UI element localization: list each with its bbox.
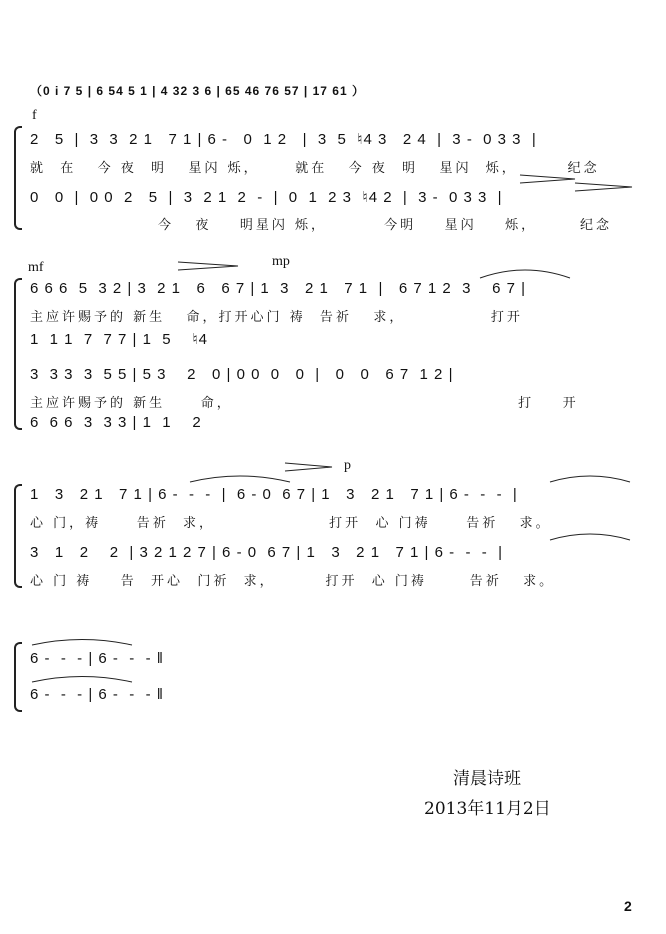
system-2-tenor-lyric: 主应许赐予的 新生 命， 打 开 [30, 396, 579, 411]
choir-name: 清晨诗班 [453, 769, 521, 789]
dynamic-f: f [32, 108, 37, 123]
intro-notation: （0 i 7 5 | 6 54 5 1 | 4 32 3 6 | 65 46 76 57 | 17 61 ） [30, 84, 365, 98]
system-3-lower-lyric: 心 门 祷 告 开心 门祈 求， 打开 心 门祷 告祈 求。 [30, 574, 556, 589]
system-3-upper-notes: 1 3 2 1 7 1 | 6 - - - | 6 - 0 6 7 | 1 3 2 1 7 1 | 6 - - - | [30, 486, 518, 503]
system-3-upper-lyric: 心 门，祷 告祈 求， 打开 心 门祷 告祈 求。 [30, 516, 552, 531]
page-number: 2 [624, 898, 632, 914]
system-3-lower-notes: 3 1 2 2 | 3 2 1 2 7 | 6 - 0 6 7 | 1 3 2 1 7 1 | 6 - - - | [30, 544, 504, 561]
system-1-upper-lyric: 就 在 今 夜 明 星闪 烁， 就在 今 夜 明 星闪 烁， 纪念 [30, 161, 600, 176]
system-4-upper-notes: 6 - - - | 6 - - - ‖ [30, 650, 164, 667]
dynamic-p: p [344, 458, 351, 473]
system-1-upper-notes: 2 5 | 3 3 2 1 7 1 | 6 - 0 1 2 | 3 5 ♮4 3 2 4 | 3 - 0 3 3 | [30, 131, 537, 148]
system-1-lower-lyric: 今 夜 明星闪 烁， 今明 星闪 烁， 纪念 [158, 218, 612, 233]
system-1-lower-notes: 0 0 | 0 0 2 5 | 3 2 1 2 - | 0 1 2 3 ♮4 2 | 3 - 0 3 3 | [30, 189, 503, 206]
system-2-tenor-notes: 3 3 3 3 5 5 | 5 3 2 0 | 0 0 0 0 | 0 0 6 7 1 2 | [30, 366, 454, 383]
dynamic-mp: mp [272, 254, 290, 269]
system-2-soprano-lyric: 主应许赐予的 新生 命，打开心门 祷 告祈 求， 打开 [30, 310, 523, 325]
system-2-alto-notes: 1 1 1 7 7 7 | 1 5 ♮4 [30, 331, 209, 348]
dynamic-mf: mf [28, 260, 44, 275]
system-2-bass-notes: 6 6 6 3 3 3 | 1 1 2 [30, 414, 202, 431]
system-4-lower-notes: 6 - - - | 6 - - - ‖ [30, 686, 164, 703]
system-2-soprano-notes: 6 6 6 5 3 2 | 3 2 1 6 6 7 | 1 3 2 1 7 1 | 6 7 1 2 3 6 7 | [30, 280, 527, 297]
date: 2013年11月2日 [424, 799, 551, 819]
